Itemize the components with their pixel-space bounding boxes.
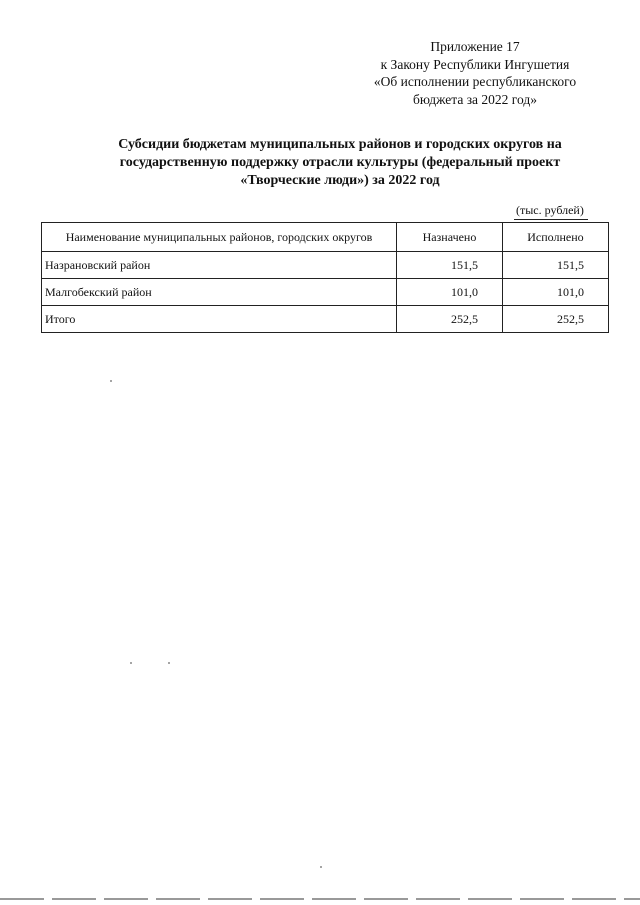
units-label: (тыс. рублей) <box>516 203 584 217</box>
row-name: Малгобекский район <box>42 279 397 306</box>
total-executed: 252,5 <box>502 306 608 333</box>
table-row <box>42 252 609 279</box>
total-assigned: 252,5 <box>396 306 502 333</box>
total-row <box>42 306 609 333</box>
row-executed: 151,5 <box>502 252 608 279</box>
row-name: Назрановский район <box>42 252 397 279</box>
column-header-executed: Исполнено <box>502 223 608 252</box>
scan-speck <box>130 662 132 664</box>
row-assigned: 151,5 <box>396 252 502 279</box>
table-header-row <box>42 223 609 252</box>
document-title <box>70 136 610 190</box>
table-row <box>42 279 609 306</box>
column-header-name: Наименование муниципальных районов, городских округов <box>42 223 397 252</box>
row-assigned: 101,0 <box>396 279 502 306</box>
scan-speck <box>320 866 322 868</box>
title-line-3: «Творческие люди») за 2022 год <box>240 173 440 188</box>
title-line-2: государственную поддержку отрасли культуры (федеральный проект <box>119 155 561 170</box>
appendix-number: Приложение 17 <box>430 39 520 54</box>
title-line-1: Субсидии бюджетам муниципальных районов и городских округов на <box>118 137 562 152</box>
appendix-header <box>330 38 620 108</box>
scan-edge-line <box>0 898 640 900</box>
row-executed: 101,0 <box>502 279 608 306</box>
column-header-assigned: Назначено <box>396 223 502 252</box>
total-name: Итого <box>42 306 397 333</box>
subsidies-table <box>41 222 609 333</box>
appendix-law: к Закону Республики Ингушетия <box>380 56 570 72</box>
scan-speck <box>168 662 170 664</box>
appendix-law-title: «Об исполнении республиканского <box>373 74 577 89</box>
appendix-law-year: бюджета за 2022 год» <box>413 91 537 107</box>
scan-speck <box>110 380 112 382</box>
